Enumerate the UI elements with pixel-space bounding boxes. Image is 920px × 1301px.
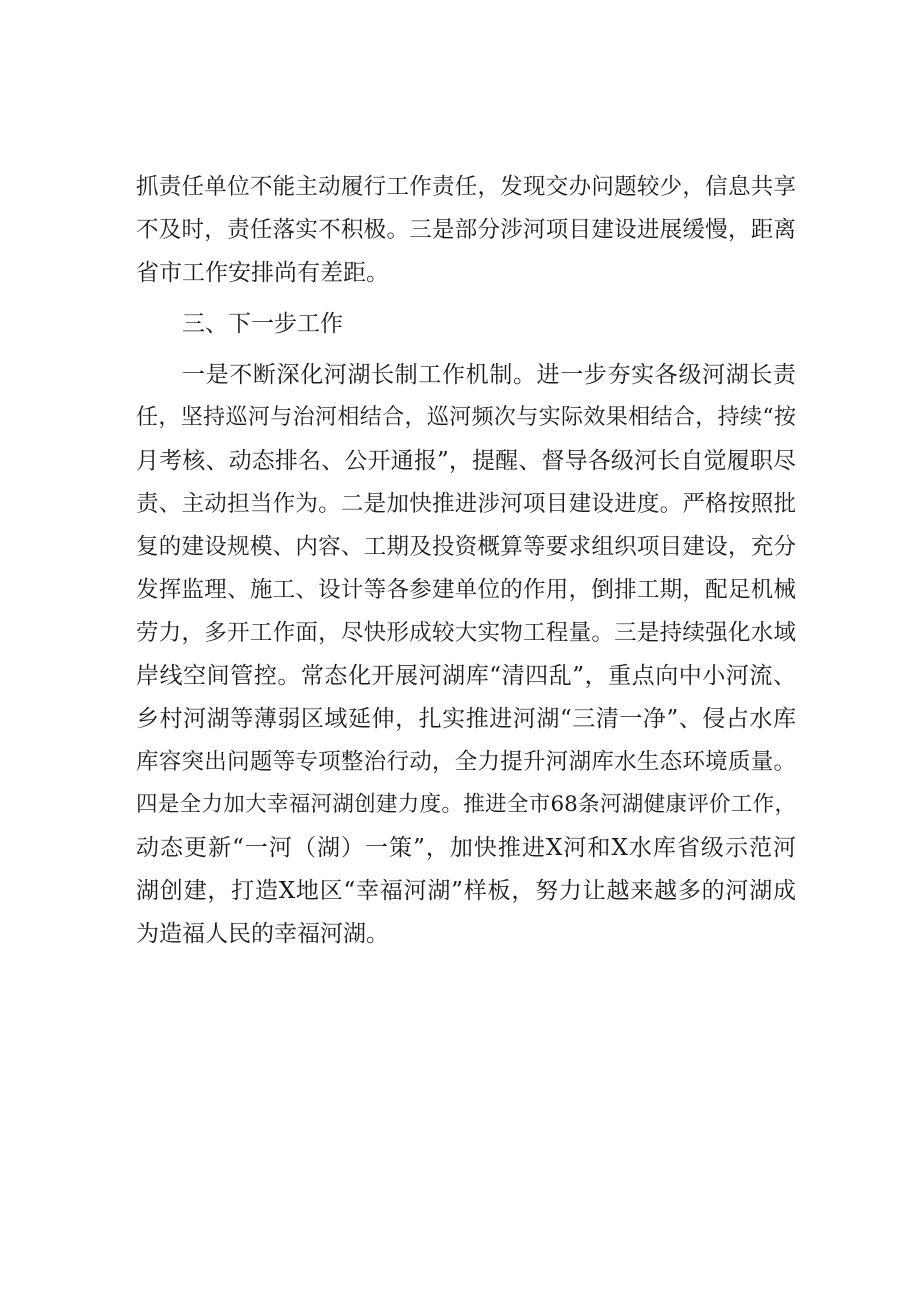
paragraph-line: 劳力，多开工作面，尽快形成较大实物工程量。三是持续强化水域 (136, 620, 796, 646)
section-heading: 三、下一步工作 (182, 311, 343, 337)
paragraph-line: 发挥监理、施工、设计等各参建单位的作用，倒排工期，配足机械 (136, 577, 796, 603)
paragraph-line: 四是全力加大幸福河湖创建力度。推进全市68条河湖健康评价工作， (136, 792, 796, 817)
paragraph-line: 复的建设规模、内容、工期及投资概算等要求组织项目建设，充分 (136, 534, 796, 560)
paragraph-line: 岸线空间管控。常态化开展河湖库“清四乱”，重点向中小河流、 (136, 663, 796, 689)
paragraph-line: 抓责任单位不能主动履行工作责任，发现交办问题较少，信息共享 (136, 174, 796, 200)
paragraph-line: 乡村河湖等薄弱区域延伸，扎实推进河湖“三清一净”、侵占水库 (136, 706, 796, 732)
paragraph-line: 省市工作安排尚有差距。 (136, 260, 389, 286)
paragraph-line: 不及时，责任落实不积极。三是部分涉河项目建设进展缓慢，距离 (136, 217, 796, 243)
paragraph-line: 为造福人民的幸福河湖。 (136, 921, 389, 947)
paragraph-line: 库容突出问题等专项整治行动，全力提升河湖库水生态环境质量。 (136, 749, 796, 775)
paragraph-line: 一是不断深化河湖长制工作机制。进一步夯实各级河湖长责 (182, 362, 796, 388)
paragraph-line: 月考核、动态排名、公开通报”，提醒、督导各级河长自觉履职尽 (136, 448, 796, 474)
paragraph-line: 责、主动担当作为。二是加快推进涉河项目建设进度。严格按照批 (136, 491, 796, 517)
paragraph-line: 湖创建，打造X地区“幸福河湖”样板，努力让越来越多的河湖成 (136, 878, 796, 904)
paragraph-line: 任，坚持巡河与治河相结合，巡河频次与实际效果相结合，持续“按 (136, 405, 796, 430)
paragraph-line: 动态更新“一河（湖）一策”，加快推进X河和X水库省级示范河 (136, 835, 796, 861)
